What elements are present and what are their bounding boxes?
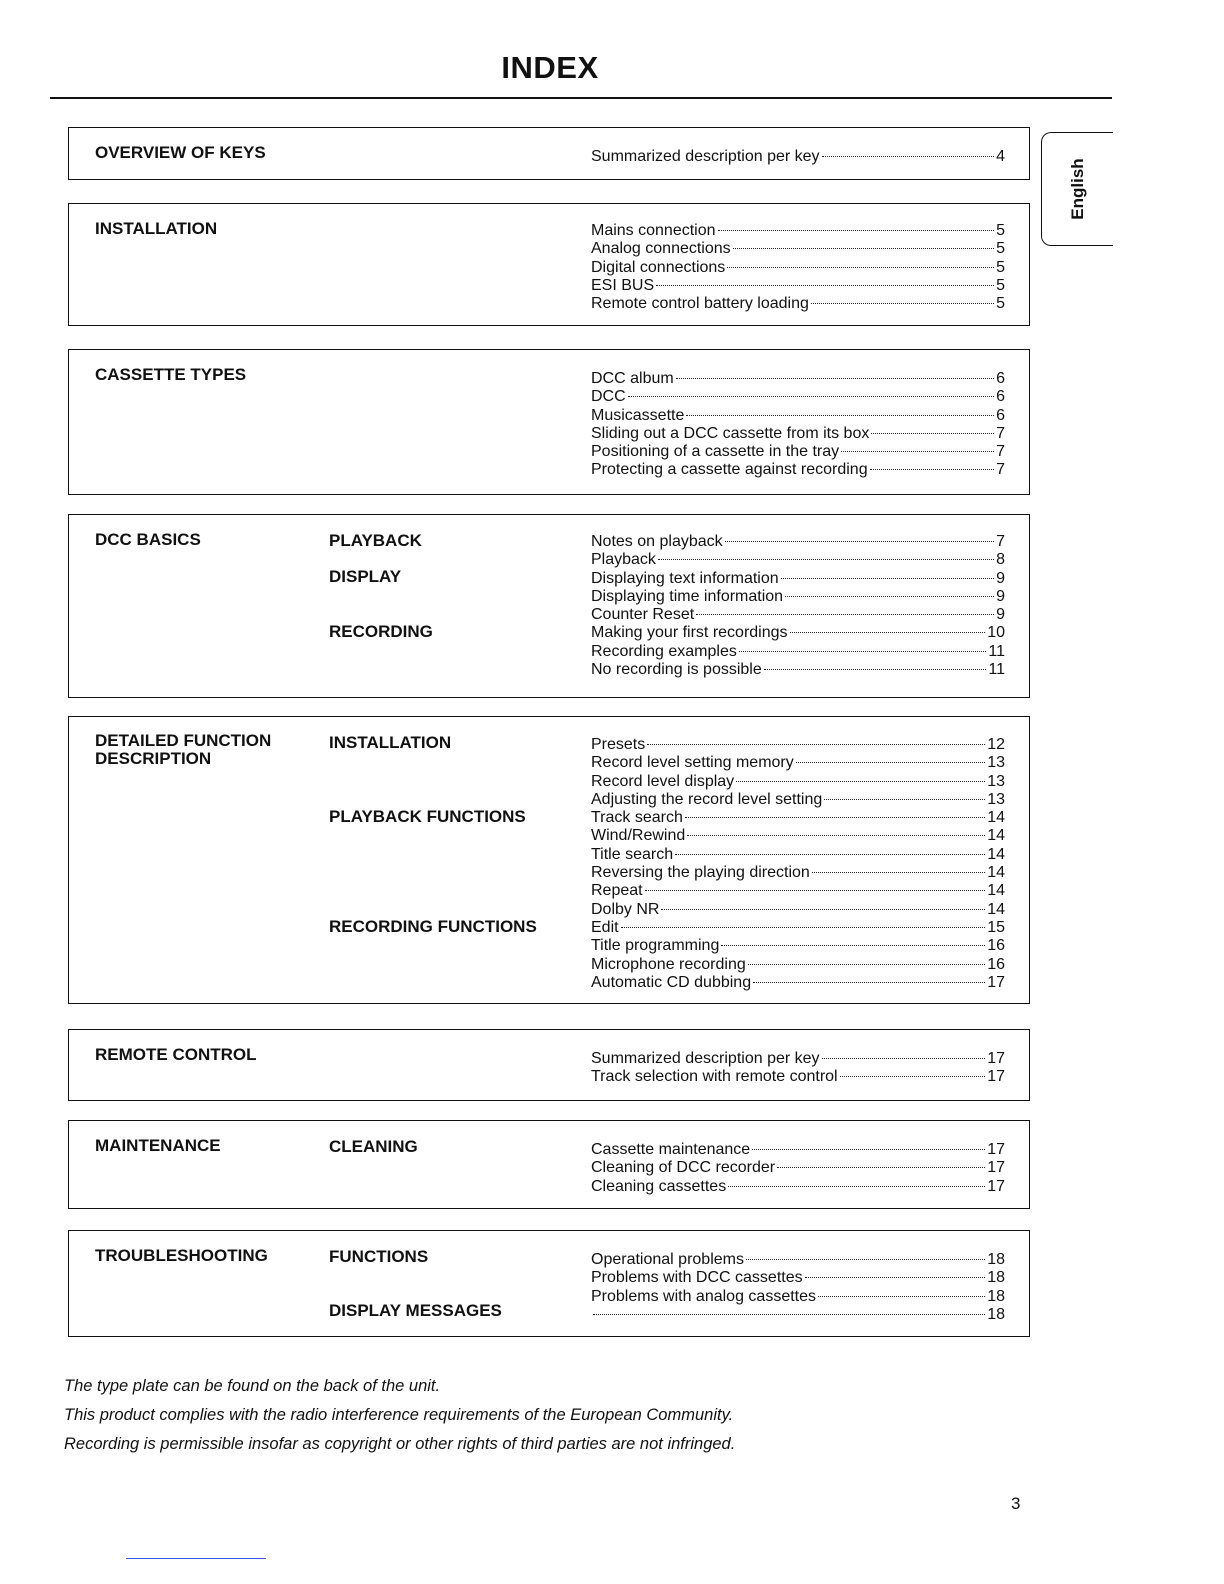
toc-entry: 18 (591, 1306, 1005, 1324)
footnote: Recording is permissible insofar as copyright or other rights of third parties are not infringed. (64, 1435, 736, 1453)
section-cassette-types (68, 349, 1030, 495)
toc-entry: Displaying time information 9 (591, 587, 1005, 605)
footnote: This product complies with the radio interference requirements of the European Community. (64, 1406, 734, 1424)
toc-entry: Track selection with remote control 17 (591, 1068, 1005, 1086)
toc-entry: Notes on playback 7 (591, 533, 1005, 550)
page-title: INDEX (501, 50, 599, 85)
toc-entry: Presets 12 (591, 736, 1005, 753)
section-title: MAINTENANCE (95, 1136, 221, 1155)
section-title: INSTALLATION (95, 219, 218, 238)
toc-entry: Title programming 16 (591, 937, 1005, 955)
section-detailed-function-description (68, 716, 1030, 1004)
toc-entry: Displaying text information 9 (591, 569, 1005, 587)
toc-entry: ESI BUS 5 (591, 276, 1005, 294)
toc-entry: Repeat 14 (591, 882, 1005, 900)
toc-entry: Reversing the playing direction 14 (591, 864, 1005, 882)
footnote: The type plate can be found on the back of the unit. (64, 1377, 441, 1395)
toc-entry: Protecting a cassette against recording 7 (591, 461, 1005, 479)
toc-entry: Making your first recordings 10 (591, 624, 1005, 642)
toc-entry: Problems with DCC cassettes 18 (591, 1269, 1005, 1287)
toc-entry: Summarized description per key 17 (591, 1050, 1005, 1067)
toc-entry: DCC album 6 (591, 370, 1005, 387)
toc-entry: Title search 14 (591, 845, 1005, 863)
subheading: DISPLAY (329, 567, 402, 586)
toc-entry: Analog connections 5 (591, 240, 1005, 258)
toc-entry: Cleaning cassettes 17 (591, 1177, 1005, 1195)
toc-entry: Record level display 13 (591, 772, 1005, 790)
section-remote-control (68, 1029, 1030, 1101)
toc-entry: Mains connection 5 (591, 222, 1005, 239)
toc-entry: Edit 15 (591, 918, 1005, 936)
section-title: DETAILED FUNCTION DESCRIPTION (95, 731, 272, 768)
subheading: CLEANING (329, 1137, 418, 1156)
toc-entry: Playback 8 (591, 551, 1005, 569)
section-overview-of-keys (68, 127, 1030, 180)
toc-entry: Microphone recording 16 (591, 955, 1005, 973)
section-title: OVERVIEW OF KEYS (95, 143, 266, 162)
toc-entry: No recording is possible 11 (591, 661, 1005, 679)
subheading: PLAYBACK (329, 531, 422, 550)
subheading: RECORDING FUNCTIONS (329, 917, 537, 936)
subheading: PLAYBACK FUNCTIONS (329, 807, 526, 826)
section-troubleshooting (68, 1230, 1030, 1337)
section-title: DCC BASICS (95, 530, 201, 549)
toc-entry: Automatic CD dubbing 17 (591, 973, 1005, 991)
toc-entry: Cleaning of DCC recorder 17 (591, 1159, 1005, 1177)
language-tab-label: English (1067, 158, 1087, 220)
toc-entry: Dolby NR 14 (591, 900, 1005, 918)
toc-entry: Cassette maintenance 17 (591, 1141, 1005, 1158)
subheading: INSTALLATION (329, 733, 452, 752)
section-installation (68, 203, 1030, 326)
section-title: TROUBLESHOOTING (95, 1246, 268, 1265)
toc-entry: Problems with analog cassettes 18 (591, 1287, 1005, 1305)
section-title: CASSETTE TYPES (95, 365, 247, 384)
footnotes (64, 1372, 735, 1459)
toc-entry: Record level setting memory 13 (591, 754, 1005, 772)
toc-entry: Wind/Rewind 14 (591, 827, 1005, 845)
toc-entry: Track search 14 (591, 809, 1005, 827)
toc-entry: Operational problems 18 (591, 1251, 1005, 1268)
toc-entry: DCC 6 (591, 388, 1005, 406)
language-tab (1041, 132, 1113, 246)
toc-entry: Adjusting the record level setting 13 (591, 790, 1005, 808)
toc-entry: Recording examples 11 (591, 642, 1005, 660)
subheading: FUNCTIONS (329, 1247, 429, 1266)
footer-line (126, 1558, 266, 1559)
section-maintenance (68, 1120, 1030, 1209)
toc-entry: Positioning of a cassette in the tray 7 (591, 443, 1005, 461)
toc-entry: Remote control battery loading 5 (591, 295, 1005, 313)
toc-entry: Digital connections 5 (591, 258, 1005, 276)
section-dcc-basics (68, 514, 1030, 698)
section-title: REMOTE CONTROL (95, 1045, 257, 1064)
page-number: 3 (1011, 1494, 1021, 1513)
toc-entry: Sliding out a DCC cassette from its box 7 (591, 424, 1005, 442)
toc-entry: Musicassette 6 (591, 406, 1005, 424)
subheading: DISPLAY MESSAGES (329, 1301, 502, 1320)
subheading: RECORDING (329, 622, 433, 641)
toc-entry: Summarized description per key 4 (591, 148, 1005, 165)
toc-entry: Counter Reset 9 (591, 606, 1005, 624)
title-rule (50, 97, 1112, 99)
